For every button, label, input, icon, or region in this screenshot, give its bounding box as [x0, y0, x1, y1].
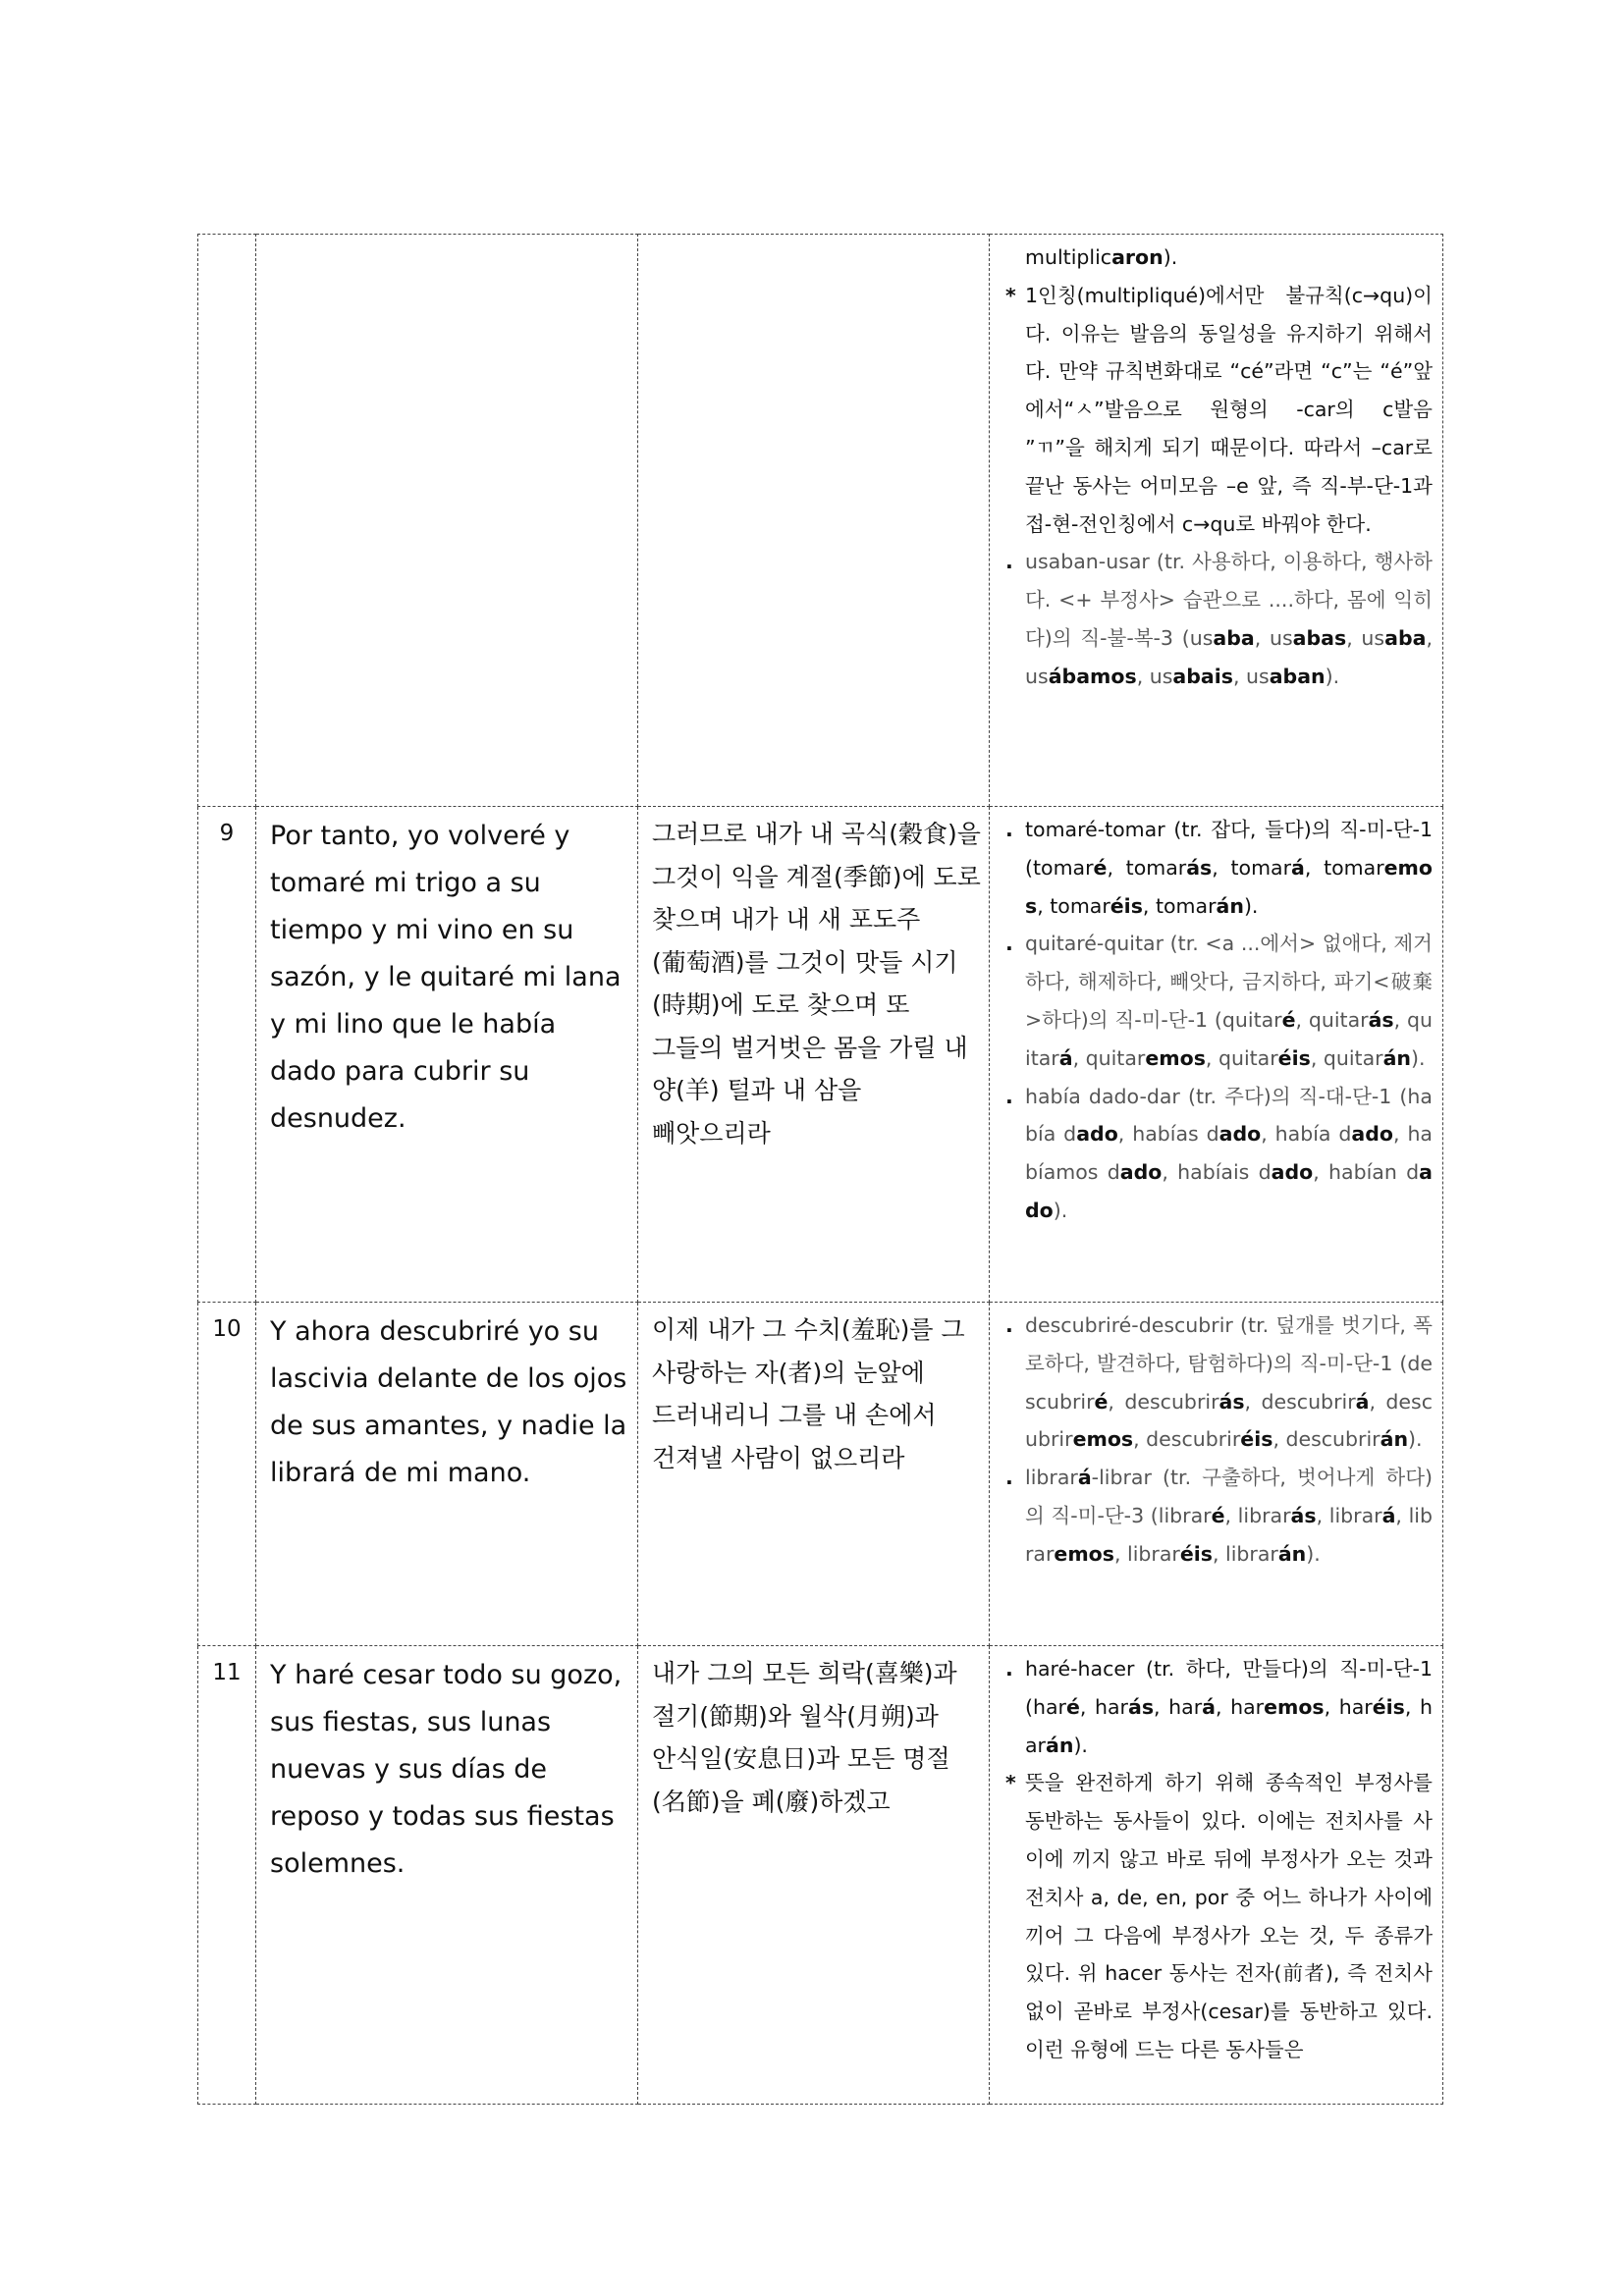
note-bullet: .	[1005, 818, 1013, 841]
note-bullet: .	[1005, 1084, 1013, 1108]
verse-number: 9	[198, 807, 256, 1303]
note-bullet: .	[1005, 550, 1013, 574]
spanish-text: Y haré cesar todo su gozo, sus fiestas, sus lunas nuevas y sus días de reposo y todas sus fiestas solemnes.	[256, 1646, 638, 2105]
grammar-note	[1001, 811, 1433, 925]
verse-table	[197, 234, 1443, 2105]
verse-row	[198, 807, 1443, 1303]
note-bullet: *	[1005, 283, 1016, 307]
note-text: descubriré-descubrir (tr. 덮개를 벗기다, 폭로하다, 발견하다, 탐험하다)의 직-미-단-1 (descubriré, descubrirás, descubrirá, descubriremos, descubriréis, descubrirán).	[1025, 1313, 1433, 1452]
note-bullet: *	[1005, 1771, 1016, 1795]
grammar-note	[1001, 925, 1433, 1077]
verse-row	[198, 1303, 1443, 1646]
note-bullet: .	[1005, 1466, 1013, 1490]
note-text: quitaré-quitar (tr. <a ...에서> 없애다, 제거하다, 해제하다, 빼앗다, 금지하다, 파기<破棄>하다)의 직-미-단-1 (quitaré, quitarás, quitará, quitaremos, quitaréis, quitarán).	[1025, 932, 1433, 1070]
korean-text	[638, 235, 990, 807]
grammar-note	[1001, 1650, 1433, 1764]
note-text: librará-librar (tr. 구출하다, 벗어나게 하다)의 직-미-단-3 (libraré, librarás, librará, libraremos, libraréis, librarán).	[1025, 1466, 1434, 1566]
grammar-note	[1001, 239, 1433, 277]
grammar-note	[1001, 1459, 1433, 1573]
korean-text: 이제 내가 그 수치(羞恥)를 그 사랑하는 자(者)의 눈앞에 드러내리니 그를 내 손에서 건져낼 사람이 없으리라	[638, 1303, 990, 1646]
note-bullet: .	[1005, 932, 1013, 956]
verse-number: 10	[198, 1303, 256, 1646]
grammar-note	[1001, 1764, 1433, 2068]
note-text: usaban-usar (tr. 사용하다, 이용하다, 행사하다. <+ 부정사> 습관으로 ....하다, 몸에 익히다)의 직-불-복-3 (usaba, usabas, usaba, usábamos, usabais, usaban).	[1025, 550, 1433, 688]
spanish-text	[256, 235, 638, 807]
note-bullet: .	[1005, 1313, 1013, 1337]
grammar-notes	[990, 807, 1443, 1303]
verse-number	[198, 235, 256, 807]
grammar-note	[1001, 277, 1433, 544]
korean-text: 그러므로 내가 내 곡식(穀食)을 그것이 익을 계절(季節)에 도로 찾으며 내가 내 새 포도주(葡萄酒)를 그것이 맛들 시기(時期)에 도로 찾으며 또 그들의 벌거벗은 몸을 가릴 내 양(羊) 털과 내 삼을 빼앗으리라	[638, 807, 990, 1303]
grammar-note	[1001, 1078, 1433, 1230]
note-text: haré-hacer (tr. 하다, 만들다)의 직-미-단-1 (haré, harás, hará, haremos, haréis, harán).	[1025, 1657, 1433, 1757]
verse-row	[198, 1646, 1443, 2105]
note-bullet: .	[1005, 1657, 1013, 1681]
verse-number: 11	[198, 1646, 256, 2105]
grammar-notes	[990, 1303, 1443, 1646]
note-text: multiplicaron).	[1025, 245, 1178, 269]
verse-row	[198, 235, 1443, 807]
note-text: tomaré-tomar (tr. 잡다, 들다)의 직-미-단-1 (tomaré, tomarás, tomará, tomaremos, tomaréis, tomarán).	[1025, 818, 1433, 918]
note-text: había dado-dar (tr. 주다)의 직-대-단-1 (había dado, habías dado, había dado, habíamos dado, habíais dado, habían dado).	[1025, 1084, 1433, 1222]
grammar-notes	[990, 1646, 1443, 2105]
note-text: 1인칭(multipliqué)에서만 불규칙(c→qu)이다. 이유는 발음의 동일성을 유지하기 위해서다. 만약 규칙변화대로 “cé”라면 “c”는 “é”앞에서“ㅅ”발음으로 원형의 -car의 c발음 ”ㄲ”을 해치게 되기 때문이다. 따라서 –car로 끝난 동사는 어미모음 –e 앞, 즉 직-부-단-1과 접-현-전인칭에서 c→qu로 바꿔야 한다.	[1025, 283, 1433, 536]
korean-text: 내가 그의 모든 희락(喜樂)과 절기(節期)와 월삭(月朔)과 안식일(安息日)과 모든 명절(名節)을 폐(廢)하겠고	[638, 1646, 990, 2105]
note-text: 뜻을 완전하게 하기 위해 종속적인 부정사를 동반하는 동사들이 있다. 이에는 전치사를 사이에 끼지 않고 바로 뒤에 부정사가 오는 것과 전치사 a, de, en, por 중 어느 하나가 사이에 끼어 그 다음에 부정사가 오는 것, 두 종류가 있다. 위 hacer 동사는 전자(前者), 즉 전치사 없이 곧바로 부정사(cesar)를 동반하고 있다. 이런 유형에 드는 다른 동사들은	[1025, 1771, 1433, 2061]
grammar-note	[1001, 543, 1433, 695]
grammar-notes	[990, 235, 1443, 807]
grammar-note	[1001, 1307, 1433, 1459]
spanish-text: Y ahora descubriré yo su lascivia delante de los ojos de sus amantes, y nadie la librará de mi mano.	[256, 1303, 638, 1646]
spanish-text: Por tanto, yo volveré y tomaré mi trigo a su tiempo y mi vino en su sazón, y le quitaré mi lana y mi lino que le había dado para cubrir su desnudez.	[256, 807, 638, 1303]
